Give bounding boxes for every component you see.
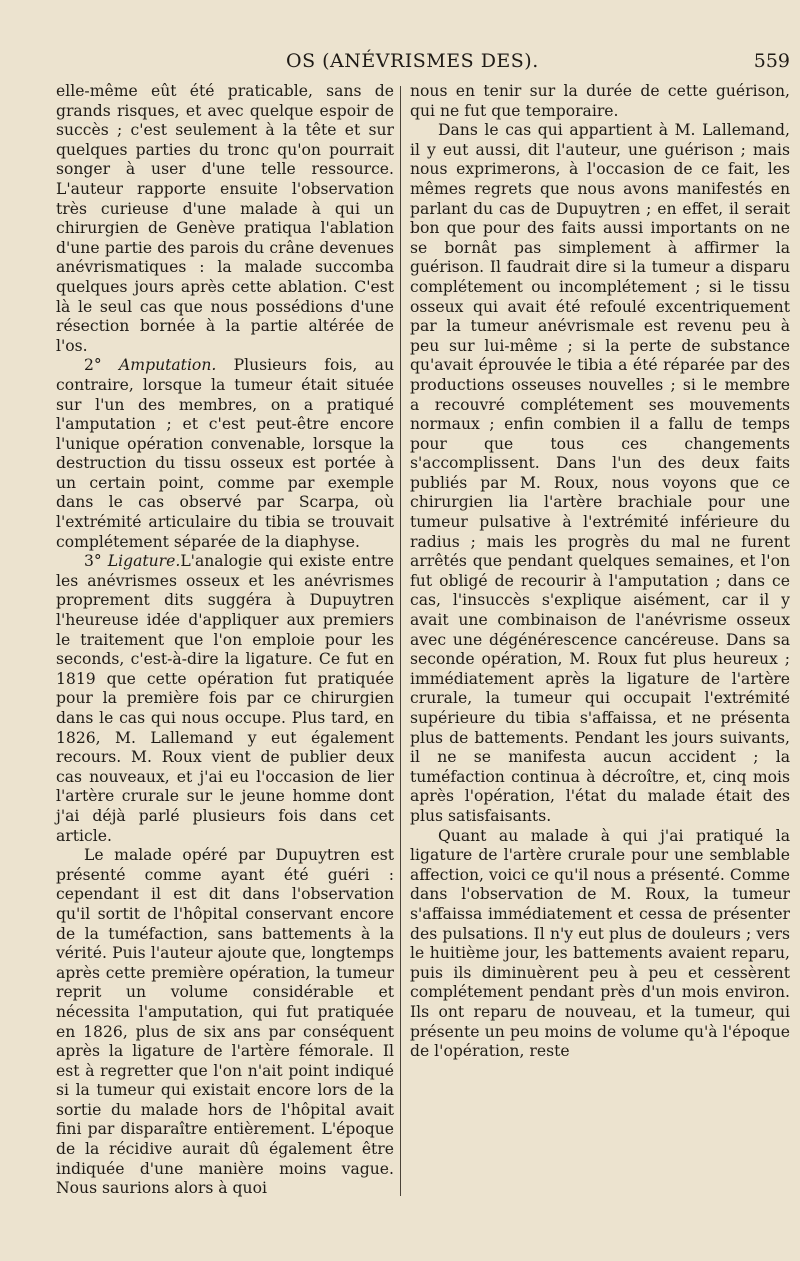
column-divider — [400, 86, 401, 1196]
section-text: L'analogie qui existe entre les anévrismes osseux et les anévrismes proprement dits suggéra à Dupuytren l'heureuse idée d'appliquer aux premiers le traitement que l'on emploie pour les seconds, c'est-à-dire la ligature. Ce fut en 1819 que cette opération fut pratiquée pour la première fois par ce chirurgien dans le cas qui nous occupe. Plus tard, en 1826, M. Lallemand y eut également recours. M. Roux vient de publier deux cas nouveaux, et j'ai eu l'occasion de lier l'artère crurale sur le jeune homme dont j'ai déjà parlé plusieurs fois dans cet article. — [56, 552, 394, 845]
paragraph-amputation — [56, 356, 394, 552]
paragraph: Le malade opéré par Dupuytren est présenté comme ayant été guéri : cependant il est dit dans l'observation qu'il sortit de l'hôpital conservant encore de la tuméfaction, sans battements à la vérité. Puis l'auteur ajoute que, longtemps après cette première opération, la tumeur reprit un volume considérable et nécessita l'amputation, qui fut pratiquée en 1826, plus de six ans par conséquent après la ligature de l'artère fémorale. Il est à regretter que l'on n'ait point indiqué si la tumeur qui existait encore lors de la sortie du malade hors de l'hôpital avait fini par disparaître entièrement. L'époque de la récidive aurait dû également être indiquée d'une manière moins vague. Nous saurions alors à quoi — [56, 846, 394, 1198]
running-header — [56, 50, 790, 80]
section-number: 2° — [84, 356, 102, 375]
section-heading: Ligature. — [107, 552, 181, 571]
section-heading: Amputation. — [119, 356, 217, 375]
paragraph: elle-même eût été praticable, sans de grands risques, et avec quelque espoir de succès ; c'est seulement à la tête et sur quelques parties du tronc qu'on pourrait songer à user d'une telle ressource. L'auteur rapporte ensuite l'observation très curieuse d'une malade à qui un chirurgien de Genève pratiqua l'ablation d'une partie des parois du crâne devenues anévrismatiques : la malade succomba quelques jours après cette ablation. C'est là le seul cas que nous possédions d'une résection bornée à la partie altérée de l'os. — [56, 82, 394, 355]
left-column — [56, 82, 394, 1199]
page-number: 559 — [753, 50, 790, 72]
paragraph: Dans le cas qui appartient à M. Lallemand, il y eut aussi, dit l'auteur, une guérison ; mais nous exprimerons, à l'occasion de ce fait, les mêmes regrets que nous avons manifestés en parlant du cas de Dupuytren ; en effet, il serait bon que pour des faits aussi importants on ne se bornât pas simplement à affirmer la guérison. Il faudrait dire si la tumeur a disparu complétement ou incomplétement ; si le tissu osseux qui avait été refoulé excentriquement par la tumeur anévrismale est revenu peu à peu sur lui-même ; si la perte de substance qu'avait éprouvée le tibia a été réparée par des productions osseuses nouvelles ; si le membre a recouvré complétement ses mouvements normaux ; enfin combien il a fallu de temps pour que tous ces changements s'accomplissent. Dans l'un des deux faits publiés par M. Roux, nous voyons que ce chirurgien lia l'artère brachiale pour une tumeur pulsative à l'extrémité inférieure du radius ; mais les progrès du mal ne furent arrêtés que pendant quelques semaines, et l'on fut obligé de recourir à l'amputation ; dans ce cas, l'insuccès s'explique aisément, car il y avait une combinaison de l'anévrisme osseux avec une dégénérescence cancéreuse. Dans sa seconde opération, M. Roux fut plus heureux ; immédiatement après la ligature de l'artère crurale, la tumeur qui occupait l'extrémité supérieure du tibia s'affaissa, et ne présenta plus de battements. Pendant les jours suivants, il ne se manifesta aucun accident ; la tuméfaction continua à décroître, et, cinq mois après l'opération, l'état du malade était des plus satisfaisants. — [410, 121, 790, 825]
paragraph: nous en tenir sur la durée de cette guérison, qui ne fut que temporaire. — [410, 82, 790, 120]
paragraph: Quant au malade à qui j'ai pratiqué la ligature de l'artère crurale pour une semblable affection, voici ce qu'il nous a présenté. Comme dans l'observation de M. Roux, la tumeur s'affaissa immédiatement et cessa de présenter des pulsations. Il n'y eut plus de douleurs ; vers le huitième jour, les battements avaient reparu, puis ils diminuèrent peu à peu et cessèrent complétement pendant près d'un mois environ. Ils ont reparu de nouveau, et la tumeur, qui présente un peu moins de volume qu'à l'époque de l'opération, reste — [410, 826, 790, 1061]
section-number: 3° — [84, 552, 102, 571]
paragraph-ligature — [56, 552, 394, 846]
running-title: OS (ANÉVRISMES DES). — [286, 50, 539, 72]
section-text: Plusieurs fois, au contraire, lorsque la tumeur était située sur l'un des membres, on a pratiqué l'amputation ; et c'est peut-être encore l'unique opération convenable, lorsque la destruction du tissu osseux est portée à un certain point, comme par exemple dans le cas observé par Scarpa, où l'extrémité articulaire du tibia se trouvait complétement séparée de la diaphyse. — [56, 356, 394, 551]
right-column — [410, 82, 790, 1062]
